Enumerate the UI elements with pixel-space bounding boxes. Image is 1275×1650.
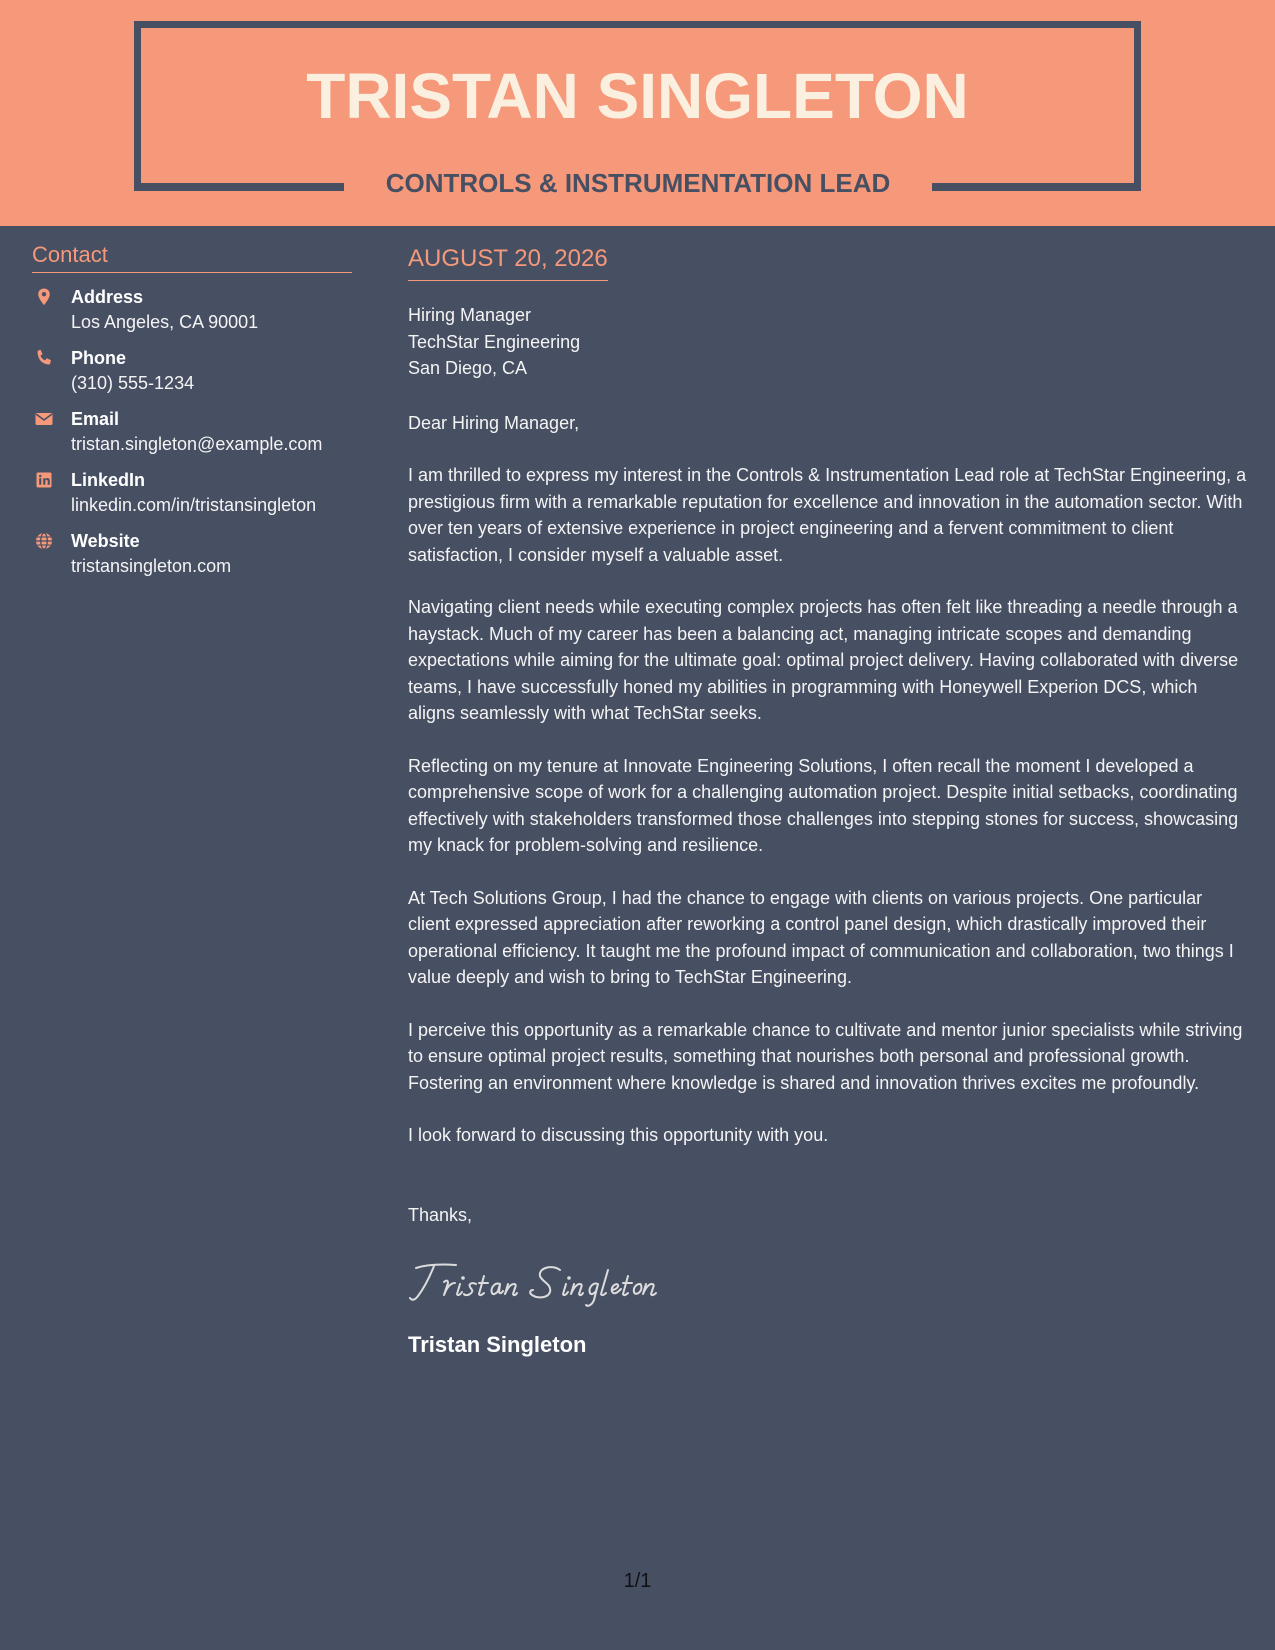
contact-item-website (32, 529, 352, 579)
header-frame-rule-right (932, 183, 1141, 191)
contact-value: Los Angeles, CA 90001 (71, 312, 259, 332)
contact-item-phone (32, 346, 352, 396)
letter-body (408, 243, 1248, 1360)
contact-label: Address (71, 287, 144, 307)
contact-value: linkedin.com/in/tristansingleton (71, 495, 317, 515)
letter-paragraph: I am thrilled to express my interest in the Controls & Instrumentation Lead role at TechStar Engineering, a prestigious firm with a remarkable reputation for excellence and innovation in the automation sector. With over ten years of extensive experience in project engineering and a fervent commitment to client satisfaction, I consider myself a valuable asset. (408, 465, 1247, 565)
letter-paragraph: Navigating client needs while executing complex projects has often felt like threading a needle through a haystack. Much of my career has been a balancing act, managing intricate scopes and demanding expectations while aiming for the ultimate goal: optimal project delivery. Having collaborated with diverse teams, I have successfully honed my abilities in programming with Honeywell Experion DCS, which aligns seamlessly with what TechStar seeks. (408, 597, 1239, 723)
contact-item-address (32, 285, 352, 335)
phone-icon (34, 348, 54, 368)
signature-graphic (408, 1256, 668, 1310)
globe-icon (34, 531, 54, 551)
contact-sidebar (32, 240, 352, 590)
contact-label: Email (71, 409, 120, 429)
letter-paragraph: I perceive this opportunity as a remarkable chance to cultivate and mentor junior specialists while striving to ensure optimal project results, something that nourishes both personal and professional growth. Fostering an environment where knowledge is shared and innovation thrives excites me profoundly. (408, 1019, 1243, 1093)
letter-date: AUGUST 20, 2026 (408, 243, 608, 281)
contact-label: LinkedIn (71, 470, 146, 490)
contact-heading: Contact (32, 240, 352, 273)
linkedin-icon (34, 470, 54, 490)
header-frame-rule-left (134, 183, 344, 191)
location-pin-icon (34, 287, 54, 307)
header-banner (0, 0, 1275, 226)
letter-paragraph: I look forward to discussing this opportunity with you. (408, 1125, 829, 1145)
contact-label: Website (71, 531, 140, 551)
signer-name: Tristan Singleton (408, 1332, 587, 1357)
salutation: Dear Hiring Manager, (408, 412, 580, 433)
handwritten-signature (408, 1256, 1248, 1310)
recipient-line: San Diego, CA (408, 358, 528, 378)
letter-paragraph: At Tech Solutions Group, I had the chance to engage with clients on various projects. One particular client expressed appreciation after reworking a control panel design, which drastically improved their operational efficiency. It taught me the profound impact of communication and collaboration, two things I value deeply and wish to bring to TechStar Engineering. (408, 887, 1234, 987)
contact-value: tristan.singleton@example.com (71, 434, 323, 454)
job-title: CONTROLS & INSTRUMENTATION LEAD (385, 168, 891, 198)
envelope-icon (34, 409, 54, 429)
page-indicator: 1/1 (623, 1570, 652, 1592)
candidate-name: TRISTAN SINGLETON (306, 60, 969, 132)
recipient-block (408, 302, 1248, 382)
letter-paragraph: Reflecting on my tenure at Innovate Engineering Solutions, I often recall the moment I developed a comprehensive scope of work for a challenging automation project. Despite initial setbacks, coordinating effectively with stakeholders transformed those challenges into stepping stones for success, showcasing my knack for problem-solving and resilience. (408, 755, 1239, 855)
contact-value: tristansingleton.com (71, 556, 232, 576)
recipient-line: TechStar Engineering (408, 331, 581, 352)
recipient-line: Hiring Manager (408, 305, 532, 325)
contact-item-linkedin (32, 468, 352, 518)
contact-label: Phone (71, 348, 127, 368)
closing: Thanks, (408, 1204, 473, 1225)
contact-item-email (32, 407, 352, 457)
contact-value: (310) 555-1234 (71, 373, 195, 393)
